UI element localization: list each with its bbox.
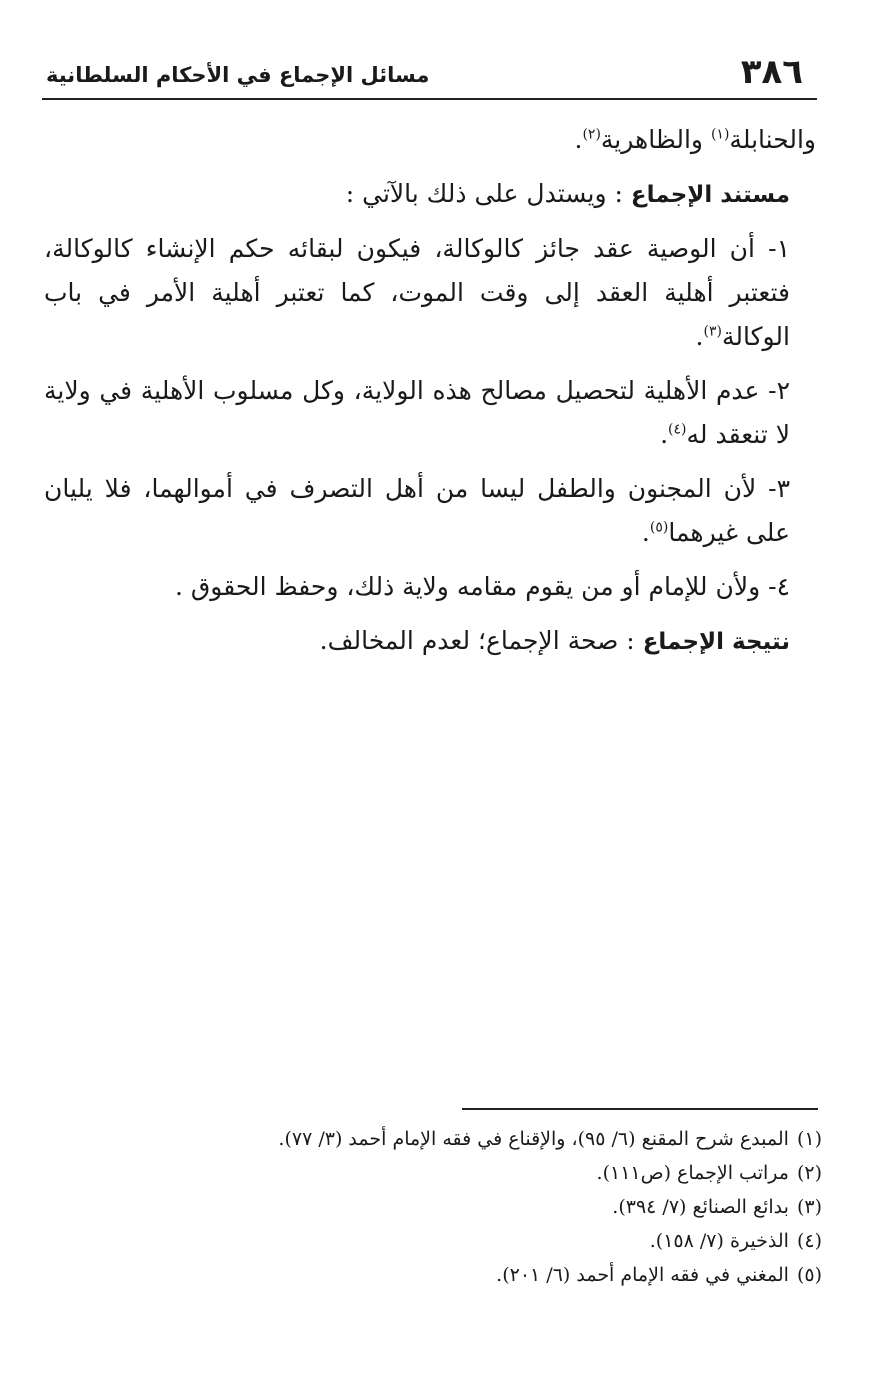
result-text: : صحة الإجماع؛ لعدم المخالف. xyxy=(319,626,635,655)
paragraph-basis xyxy=(44,172,816,217)
footnote-5: (٥)المغني في فقه الإمام أحمد (٦/ ٢٠١). xyxy=(496,1264,822,1286)
footnotes xyxy=(150,1122,822,1292)
header-divider xyxy=(42,98,817,100)
footnote-divider xyxy=(462,1108,818,1110)
footnote-3: (٣)بدائع الصنائع (٧/ ٣٩٤). xyxy=(612,1196,822,1218)
point-2: ٢- عدم الأهلية لتحصيل مصالح هذه الولاية، وكل مسلوب الأهلية في ولاية لا تنعقد له$^{(٤)}$. xyxy=(44,376,790,449)
heading-ijma-basis: مستند الإجماع xyxy=(630,182,790,208)
point-1: ١- أن الوصية عقد جائز كالوكالة، فيكون لبقائه حكم الإنشاء كالوكالة، فتعتبر أهلية العقد إلى وقت الموت، كما تعتبر أهلية الأمر في باب الوكالة$^{(٣)}$. xyxy=(44,234,790,351)
page-number: ٣٨٦ xyxy=(740,52,803,92)
footnote-ref-1[interactable]: (١) xyxy=(710,126,730,143)
paragraph-schools: والحنابلة$^{(١)}$ والظاهرية$^{(٢)}$. xyxy=(574,125,816,154)
footnote-ref-3[interactable]: (٣) xyxy=(703,323,722,340)
footnote-2: (٢)مراتب الإجماع (ص١١١). xyxy=(596,1162,822,1184)
footnote-4: (٤)الذخيرة (٧/ ١٥٨). xyxy=(649,1230,822,1252)
running-title: مسائل الإجماع في الأحكام السلطانية xyxy=(46,63,430,87)
footnote-ref-4[interactable]: (٤) xyxy=(668,421,687,438)
paragraph-result xyxy=(44,619,816,664)
footnote-ref-5[interactable]: (٥) xyxy=(649,519,669,536)
heading-ijma-result: نتيجة الإجماع xyxy=(642,629,790,655)
basis-intro: : ويستدل على ذلك بالآتي : xyxy=(345,179,623,208)
text-hanabila: والحنابلة xyxy=(729,125,816,154)
point-4: ٤- ولأن للإمام أو من يقوم مقامه ولاية ذلك، وحفظ الحقوق . xyxy=(175,572,790,601)
footnote-1: (١)المبدع شرح المقنع (٦/ ٩٥)، والإقناع في فقه الإمام أحمد (٣/ ٧٧). xyxy=(278,1128,822,1150)
main-text xyxy=(44,118,816,674)
footnote-ref-2[interactable]: (٢) xyxy=(582,126,601,143)
point-3: ٣- لأن المجنون والطفل ليسا من أهل التصرف في أموالهما، فلا يليان على غيرهما$^{(٥)}$. xyxy=(44,474,790,547)
text-zahiriyya: والظاهرية xyxy=(600,125,711,154)
page-header xyxy=(40,52,815,96)
